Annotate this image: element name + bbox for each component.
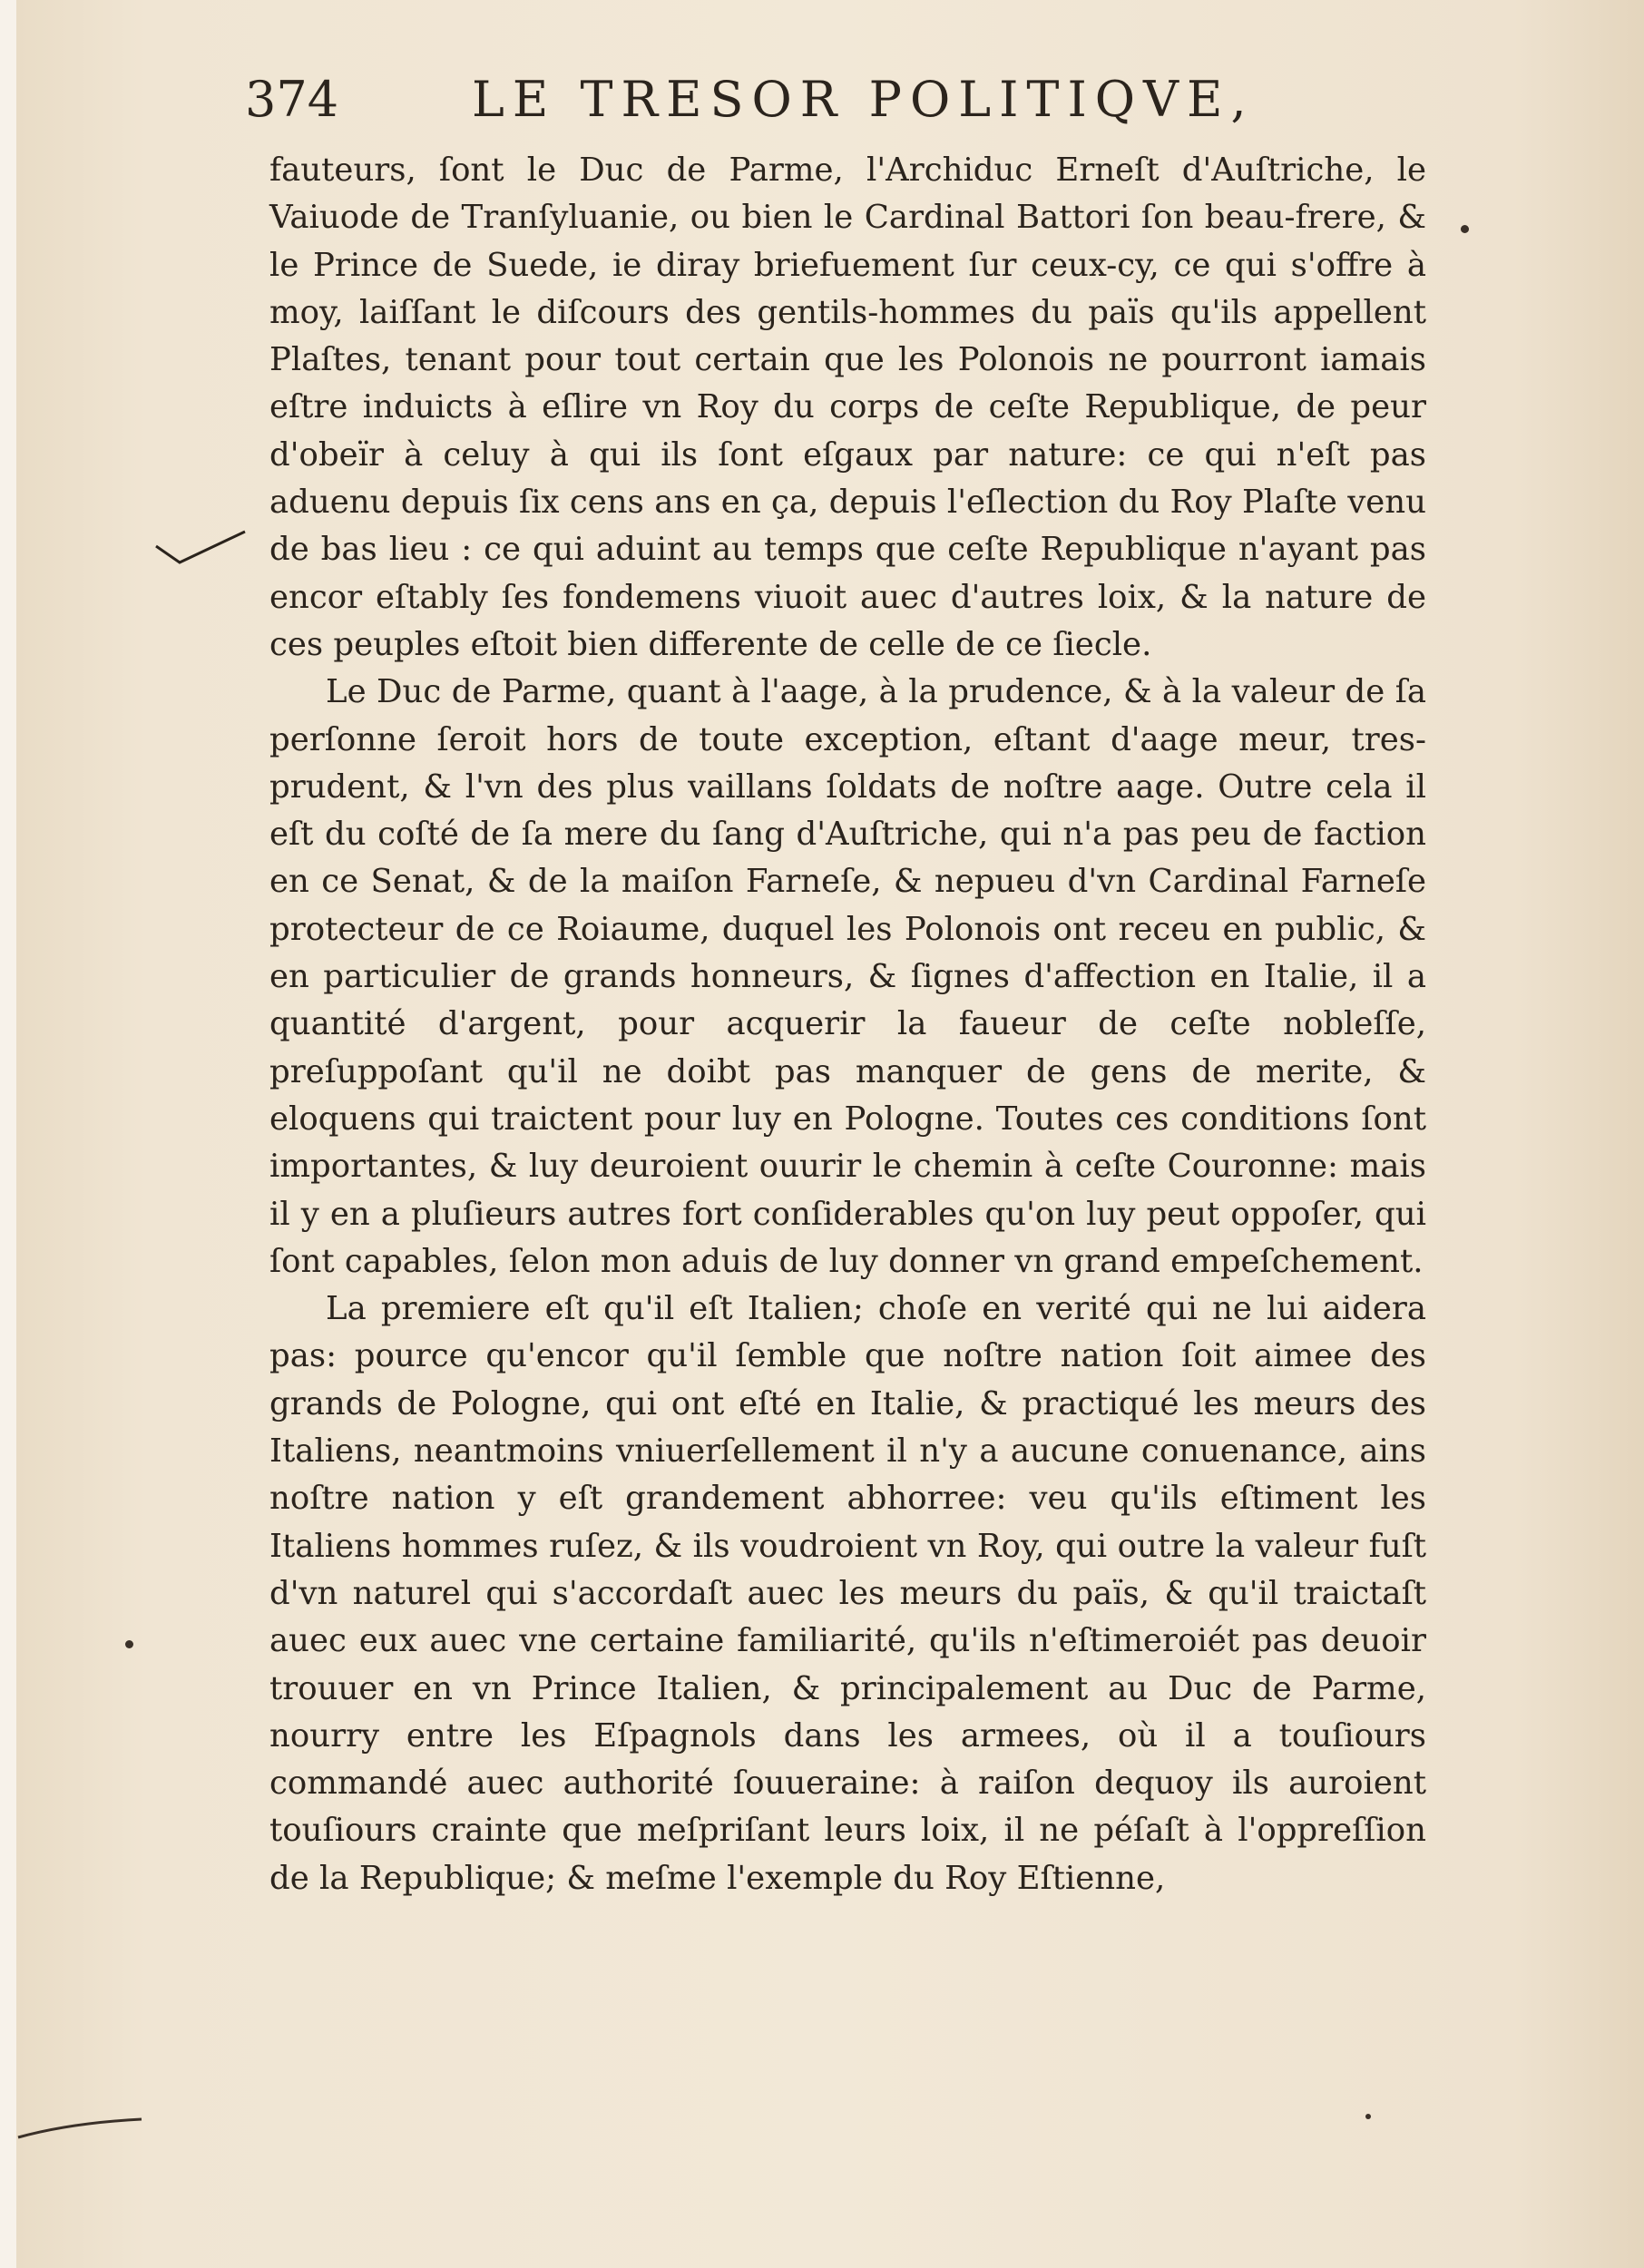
paragraph-3: La premiere eſt qu'il eſt Italien; choſe en verité qui ne lui aidera pas: pource qu'encor qu'il ſemble que noſtre nation ſoit aimee des grands de Pologne, qui ont eſté en Italie, & practiqué les meurs des Italiens, neantmoins vniuerſellement il n'y a aucune conuenance, ains noſtre nation y eſt grandement abhorree: veu qu'ils eſtiment les Italiens hommes ruſez, & ils voudroient vn Roy, qui outre la valeur fuſt d'vn naturel qui s'accordaſt auec les meurs du païs, & qu'il traictaſt auec eux auec vne certaine familiarité, qu'ils n'eſtimeroiét pas deuoir trouuer en vn Prince Italien, & principalement au Duc de Parme, nourry entre les Eſpagnols dans les armees, où il a touſiours commandé auec authorité ſouueraine: à raiſon dequoy ils auroient touſiours crainte que meſpriſant leurs loix, il ne péſaſt à l'oppreſſion de la Republique; & meſme l'exemple du Roy Eſtienne,: [269, 1290, 1426, 1897]
page-number: 374: [245, 71, 339, 128]
paragraph-2: Le Duc de Parme, quant à l'aage, à la prudence, & à la valeur de ſa perſonne ſeroit hors de toute exception, eſtant d'aage meur, tres-prudent, & l'vn des plus vaillans ſoldats de noſtre aage. Outre cela il eſt du coſté de ſa mere du ſang d'Auſtriche, qui n'a pas peu de faction en ce Senat, & de la maiſon Farneſe, & nepueu d'vn Cardinal Farneſe protecteur de ce Roiaume, duquel les Polonois ont receu en public, & en particulier de grands honneurs, & ſignes d'affection en Italie, il a quantité d'argent, pour acquerir la faueur de ceſte nobleſſe, preſuppoſant qu'il ne doibt pas manquer de gens de merite, & eloquens qui traictent pour luy en Pologne. Toutes ces conditions ſont importantes, & luy deuroient ouurir le chemin à ceſte Couronne: mais il y en a pluſieurs autres fort conſiderables qu'on luy peut oppoſer, qui ſont capables, ſelon mon aduis de luy donner vn grand empeſchement.: [269, 673, 1426, 1280]
margin-dot: [125, 1640, 133, 1648]
body-text: [269, 147, 1426, 1902]
margin-check-mark: [154, 526, 254, 581]
margin-dot: [1461, 225, 1469, 233]
page-left-edge: [0, 0, 16, 2268]
margin-dot: [1365, 2114, 1371, 2119]
page-header: [245, 71, 1424, 143]
margin-stroke-mark: [16, 2114, 143, 2141]
running-title: LE TRESOR POLITIQVE,: [472, 71, 1255, 128]
paragraph-1: fauteurs, ſont le Duc de Parme, l'Archiduc Erneſt d'Auſtriche, le Vaiuode de Tranſyluanie, ou bien le Cardinal Battori ſon beau-frere, & le Prince de Suede, ie diray briefuement ſur ceux-cy, ce qui s'offre à moy, laiſſant le diſcours des gentils-hommes du païs qu'ils appellent Plaſtes, tenant pour tout certain que les Polonois ne pourront iamais eſtre induicts à eſlire vn Roy du corps de ceſte Republique, de peur d'obeïr à celuy à qui ils ſont eſgaux par nature: ce qui n'eſt pas aduenu depuis ſix cens ans en ça, depuis l'eſlection du Roy Plaſte venu de bas lieu : ce qui aduint au temps que ceſte Republique n'ayant pas encor eſtably ſes fondemens viuoit auec d'autres loix, & la nature de ces peuples eſtoit bien differente de celle de ce ſiecle.: [269, 152, 1426, 663]
